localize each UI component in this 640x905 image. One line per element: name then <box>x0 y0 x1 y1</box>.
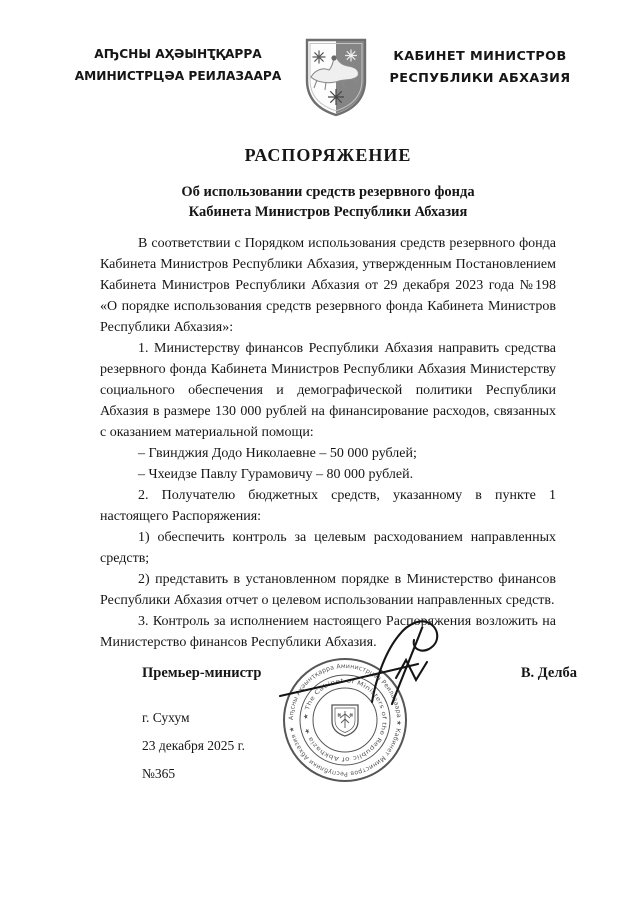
seal-outer-text: Аҧсны Аҳәынҭқарра Аминистрцәа Реилазаара ★ Кабинет Министров Республики Абхазия ★ <box>287 662 403 778</box>
paragraph-item2: 2. Получателю бюджетных средств, указанному в пункте 1 настоящего Распоряжения: <box>100 488 556 524</box>
footer-city: г. Сухум <box>142 710 190 725</box>
signatory-name: В. Делба <box>520 665 577 681</box>
handwritten-signature <box>258 606 458 723</box>
coat-of-arms-icon <box>302 36 370 125</box>
header-left-abkhaz <box>62 43 294 87</box>
star-icon <box>328 89 344 105</box>
header-right-line2: РЕСПУБЛИКИ АБХАЗИЯ <box>389 71 571 86</box>
paragraph-item3: 3. Контроль за исполнением настоящего Распоряжения возложить на Министерство финансов Республики Абхазия. <box>100 614 556 650</box>
star-icon <box>313 51 326 64</box>
footer-number: №365 <box>142 766 176 781</box>
paragraph-recipient-2: – Чхеидзе Павлу Гурамовичу – 80 000 рублей. <box>138 467 414 482</box>
document-title: РАСПОРЯЖЕНИЕ <box>244 145 412 165</box>
paragraph-intro: В соответствии с Порядком использования средств резервного фонда Кабинета Министров Республики Абхазия, утвержденным Постановлением Кабинета Министров Республики Абхазия от 29 декабря 2023 года №198 «О порядке использования средств резервного фонда Кабинета Министров Республики Абхазия»: <box>100 236 556 335</box>
paragraph-item1: 1. Министерству финансов Республики Абхазия направить средства резервного фонда Кабинета Министров Республики Абхазия Министерству социального обеспечения и демографической политики Республики Абхазия в размере 130 000 рублей на финансирование расходов, связанных с оказанием материальной помощи: <box>100 341 556 440</box>
header-right-line1: КАБИНЕТ МИНИСТРОВ <box>393 49 567 64</box>
header-left-line1: АҦСНЫ АҲӘЫНҬҚАРРА <box>94 47 262 61</box>
header-left-line2: АМИНИСТРЦӘА РЕИЛАЗААРА <box>74 69 282 83</box>
signatory-post: Премьер-министр <box>142 665 262 681</box>
footer-date: 23 декабря 2025 г. <box>142 738 246 753</box>
subject-line1: Об использовании средств резервного фонда <box>181 184 475 200</box>
document-body <box>100 233 556 653</box>
seal-inner-text: ★ The Cabinet of Ministers of the Republic of Abkhazia ★ <box>303 678 387 762</box>
document-subject <box>100 182 556 222</box>
paragraph-subitem-1: 1) обеспечить контроль за целевым расходованием направленных средств; <box>100 530 556 566</box>
subject-line2: Кабинета Министров Республики Абхазия <box>188 204 468 220</box>
footer-block <box>142 704 245 788</box>
paragraph-subitem-2: 2) представить в установленном порядке в Министерство финансов Республики Абхазия отчет о целевом использовании направленных средств. <box>100 572 556 608</box>
header-right-russian <box>374 46 586 90</box>
paragraph-recipient-1: – Гвинджия Додо Николаевне – 50 000 рублей; <box>138 446 417 461</box>
